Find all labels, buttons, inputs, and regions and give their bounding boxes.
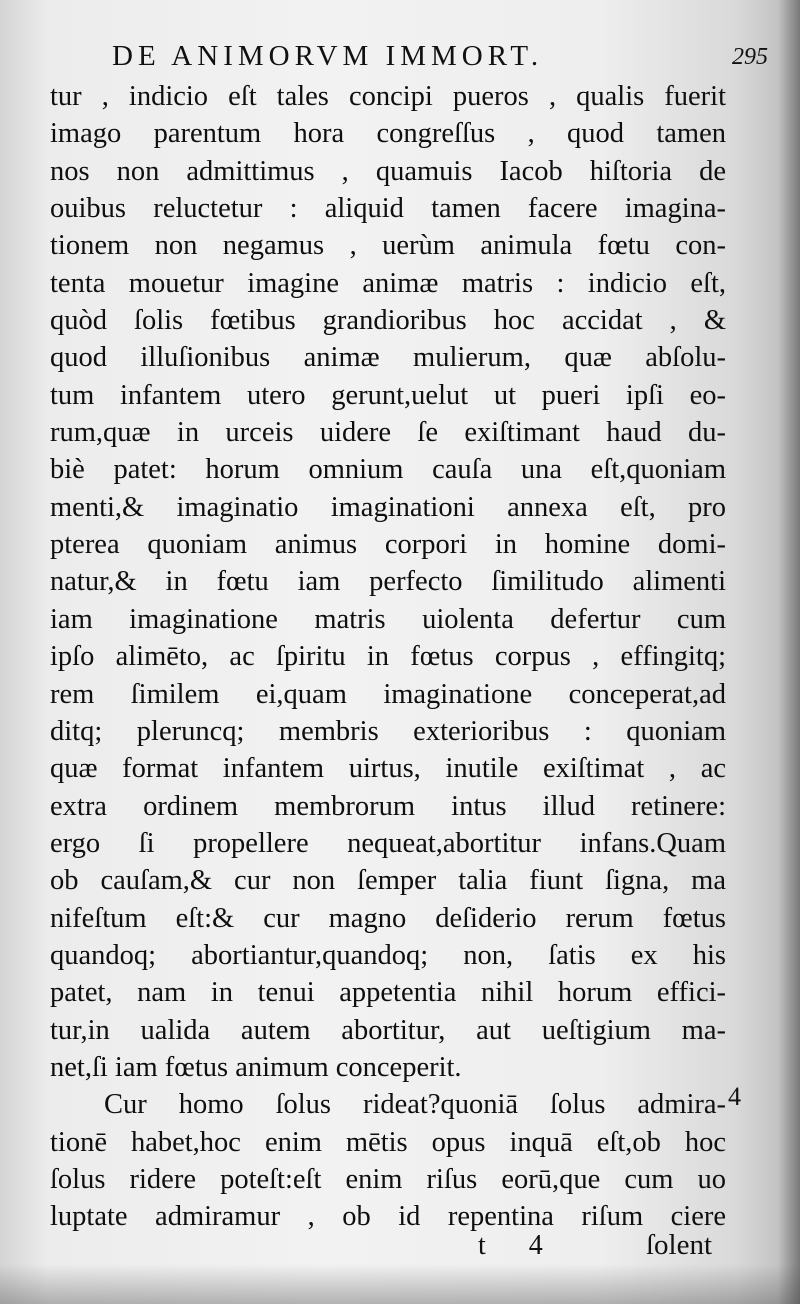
text-line: rum,quæ in urceis uidere ſe exiſtimant haud du- bbox=[50, 417, 726, 449]
text-line: ditq; pleruncq; membris exterioribus : quoniam bbox=[50, 715, 726, 747]
text-line: tionē habet,hoc enim mētis opus inquā eſt,ob hoc bbox=[50, 1126, 726, 1158]
text-line: quòd ſolis fœtibus grandioribus hoc accidat , & bbox=[50, 305, 726, 337]
paragraph-start-line: Cur homo ſolus rideat?quoniā ſolus admira- bbox=[104, 1089, 726, 1121]
text-line: pterea quoniam animus corpori in homine domi- bbox=[50, 529, 726, 561]
page-number: 295 bbox=[732, 44, 768, 70]
text-line: quod illuſionibus animæ mulierum, quæ abſolu- bbox=[50, 342, 726, 374]
text-line: luptate admiramur , ob id repentina riſum ciere bbox=[50, 1201, 726, 1233]
text-line: ergo ſi propellere nequeat,abortitur infans.Quam bbox=[50, 827, 726, 859]
text-line: tum infantem utero gerunt,uelut ut pueri ipſi eo- bbox=[50, 379, 726, 411]
text-line: quandoq; abortiantur,quandoq; non, ſatis ex his bbox=[50, 939, 726, 971]
text-line: ipſo alimēto, ac ſpiritu in fœtus corpus , effingitq; bbox=[50, 641, 726, 673]
margin-note: 4 bbox=[728, 1082, 741, 1111]
text-line: rem ſimilem ei,quam imaginatione conceperat,ad bbox=[50, 678, 726, 710]
text-line: iam imaginatione matris uiolenta defertur cum bbox=[50, 603, 726, 635]
page-gutter-shadow bbox=[778, 0, 800, 1304]
text-line: tur , indicio eſt tales concipi pueros , qualis fuerit bbox=[50, 81, 726, 112]
running-head: DE ANIMORVM IMMORT. bbox=[112, 40, 544, 72]
text-line: ouibus reluctetur : aliquid tamen facere imagina- bbox=[50, 193, 726, 225]
text-line: nos non admittimus , quamuis Iacob hiſtoria de bbox=[50, 155, 726, 187]
page-bottom-shadow bbox=[0, 1264, 800, 1304]
body-text bbox=[50, 78, 726, 1236]
text-line: tionem non negamus , uerùm animula fœtu con- bbox=[50, 230, 726, 262]
signature-mark: t 4 bbox=[478, 1230, 561, 1261]
text-line: ſolus ridere poteſt:eſt enim riſus eorū,que cum uo bbox=[50, 1163, 726, 1195]
text-line: biè patet: horum omnium cauſa una eſt,quoniam bbox=[50, 454, 726, 486]
text-line: nifeſtum eſt:& cur magno deſiderio rerum fœtus bbox=[50, 902, 726, 934]
text-line: imago parentum hora congreſſus , quod tamen bbox=[50, 118, 726, 150]
text-line: natur,& in fœtu iam perfecto ſimilitudo alimenti bbox=[50, 566, 726, 598]
text-line: patet, nam in tenui appetentia nihil horum effici- bbox=[50, 977, 726, 1009]
catchword: ſolent bbox=[646, 1229, 713, 1261]
text-line: tenta mouetur imagine animæ matris : indicio eſt, bbox=[50, 267, 726, 299]
text-line: extra ordinem membrorum intus illud retinere: bbox=[50, 790, 726, 822]
text-line: menti,& imaginatio imaginationi annexa eſt, pro bbox=[50, 491, 726, 523]
text-line: tur,in ualida autem abortitur, aut ueſtigium ma- bbox=[50, 1014, 726, 1046]
text-line: net,ſi iam fœtus animum conceperit. bbox=[50, 1051, 462, 1083]
text-line: quæ format infantem uirtus, inutile exiſtimat , ac bbox=[50, 753, 726, 785]
text-line: ob cauſam,& cur non ſemper talia fiunt ſigna, ma bbox=[50, 865, 726, 897]
